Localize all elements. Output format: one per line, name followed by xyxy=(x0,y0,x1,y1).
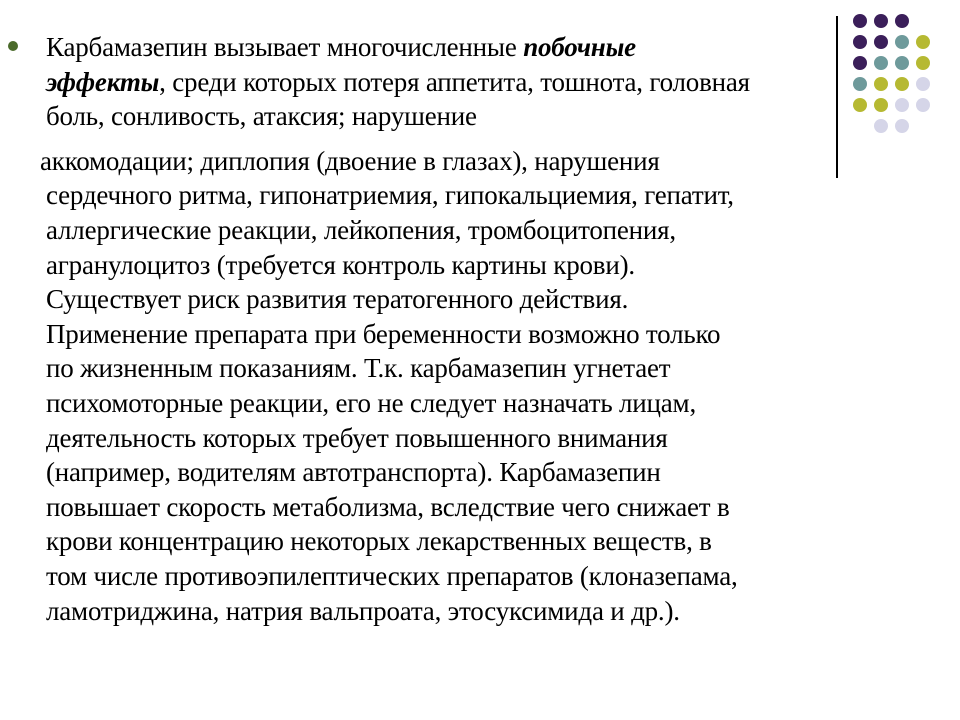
decorative-dot xyxy=(916,77,930,91)
text-line: аллергические реакции, лейкопения, тромбоцитопения, xyxy=(46,214,676,245)
text-line: том числе противоэпилептических препаратов (клоназепама, xyxy=(46,560,738,591)
intro-text: Карбамазепин вызывает многочисленные xyxy=(46,32,524,62)
decorative-dot xyxy=(916,35,930,49)
bullet-icon xyxy=(8,41,18,51)
text-line: аккомодации; диплопия (двоение в глазах), нарушения xyxy=(40,145,660,176)
decorative-dot xyxy=(895,56,909,70)
text-line-1 xyxy=(46,30,896,65)
decorative-dot xyxy=(895,14,909,28)
slide-body-text xyxy=(40,30,896,628)
text-line: психомоторные реакции, его не следует назначать лицам, xyxy=(46,387,696,418)
decorative-dot xyxy=(853,14,867,28)
text-line: боль, сонливость, атаксия; нарушение xyxy=(46,101,477,132)
text-line: крови концентрацию некоторых лекарственных веществ, в xyxy=(46,526,712,557)
decorative-dot xyxy=(874,14,888,28)
text-line: по жизненным показаниям. Т.к. карбамазепин угнетает xyxy=(46,353,671,384)
text-line: деятельность которых требует повышенного внимания xyxy=(46,422,668,453)
decorative-dot xyxy=(895,98,909,112)
decorative-dot xyxy=(916,56,930,70)
decorative-dot xyxy=(916,98,930,112)
after-emphasis-text: , среди которых потеря аппетита, тошнота, головная xyxy=(159,66,750,97)
emphasis-text-continued: эффекты xyxy=(46,66,160,97)
text-line: (например, водителям автотранспорта). Карбамазепин xyxy=(46,457,661,488)
text-line: агранулоцитоз (требуется контроль картины крови). xyxy=(46,249,635,280)
text-line-2 xyxy=(46,65,896,100)
text-line: сердечного ритма, гипонатриемия, гипокальциемия, гепатит, xyxy=(46,180,734,211)
text-line: Применение препарата при беременности возможно только xyxy=(46,318,721,349)
decorative-dot xyxy=(895,77,909,91)
text-line: Существует риск развития тератогенного действия. xyxy=(46,284,629,315)
text-line: повышает скорость метаболизма, вследствие чего снижает в xyxy=(46,491,730,522)
emphasis-text: побочные xyxy=(523,32,636,62)
decorative-dot xyxy=(895,35,909,49)
decorative-dot xyxy=(895,119,909,133)
text-line: ламотриджина, натрия вальпроата, этосуксимида и др.). xyxy=(46,595,680,626)
